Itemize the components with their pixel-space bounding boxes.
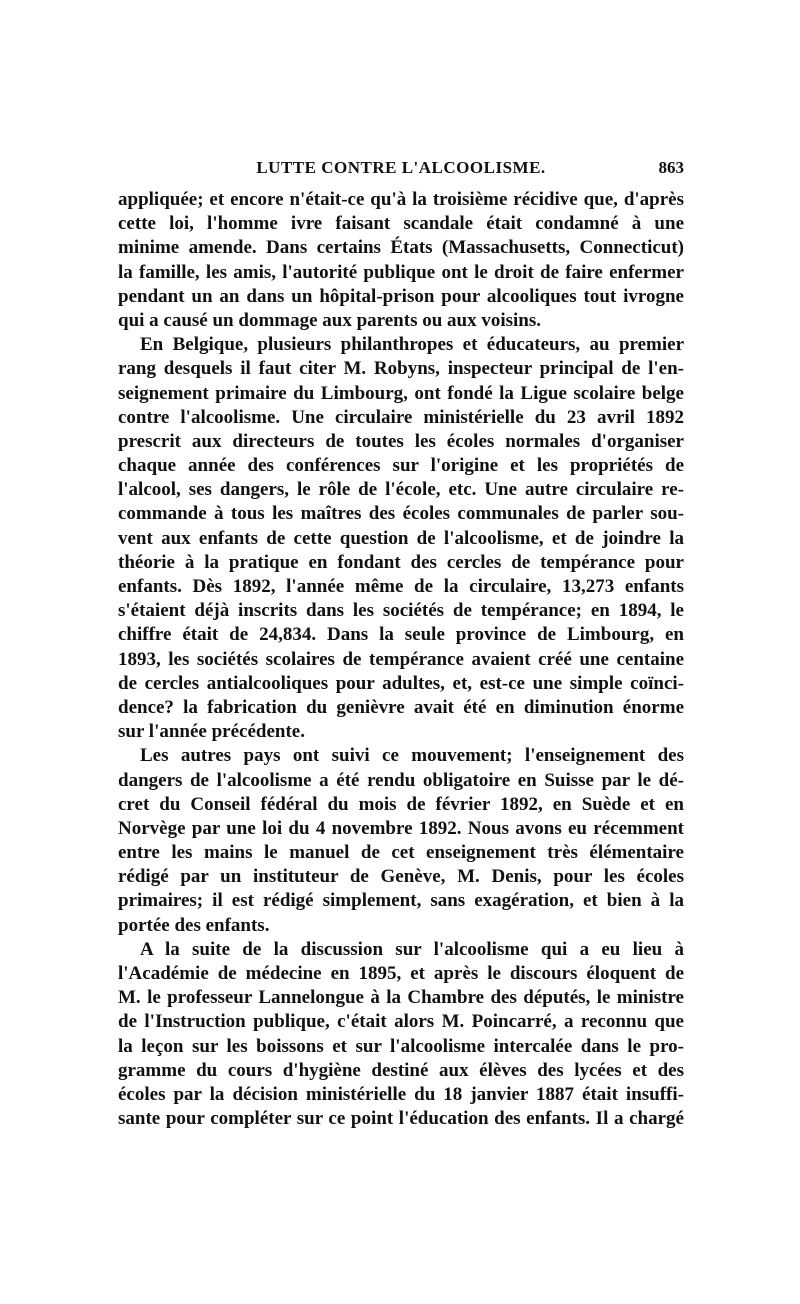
- running-title: LUTTE CONTRE L'ALCOOLISME.: [256, 158, 546, 177]
- text-line: chiffre était de 24,834. Dans la seule province de Limbourg, en: [118, 624, 684, 646]
- text-line: 1893, les sociétés scolaires de tempérance avaient créé une centaine: [118, 648, 684, 670]
- text-line: A la suite de la discussion sur l'alcoolisme qui a eu lieu à: [140, 938, 684, 960]
- text-line: enfants. Dès 1892, l'année même de la circulaire, 13,273 enfants: [118, 576, 684, 597]
- text-line: En Belgique, plusieurs philanthropes et éducateurs, au premier: [140, 334, 684, 356]
- text-line: sante pour compléter sur ce point l'éducation des enfants. Il a chargé: [118, 1108, 684, 1130]
- text-line: pendant un an dans un hôpital-prison pour alcooliques tout ivrogne: [118, 285, 684, 307]
- text-line: qui a causé un dommage aux parents ou aux voisins.: [118, 309, 542, 331]
- text-line: rédigé par un instituteur de Genève, M. Denis, pour les écoles: [118, 866, 684, 888]
- paragraph-3: [118, 744, 684, 938]
- paragraph-2: [118, 333, 684, 744]
- text-line: M. le professeur Lannelongue à la Chambre des députés, le ministre: [118, 987, 684, 1009]
- text-line: écoles par la décision ministérielle du 18 janvier 1887 était insuffi-: [118, 1083, 684, 1105]
- text-line: de l'Instruction publique, c'était alors M. Poincarré, a reconnu que: [118, 1011, 684, 1033]
- text-line: primaires; il est rédigé simplement, sans exagération, et bien à la: [118, 890, 684, 912]
- paragraph-1: [118, 188, 684, 333]
- text-line: l'alcool, ses dangers, le rôle de l'école, etc. Une autre circulaire re-: [118, 479, 684, 501]
- text-line: gramme du cours d'hygiène destiné aux élèves des lycées et des: [118, 1059, 684, 1081]
- text-line: Norvège par une loi du 4 novembre 1892. Nous avons eu récemment: [118, 817, 684, 839]
- text-line: chaque année des conférences sur l'origine et les propriétés de: [118, 455, 684, 477]
- text-line: la famille, les amis, l'autorité publique ont le droit de faire enfermer: [118, 261, 684, 283]
- body-text: [118, 188, 684, 1131]
- text-line: portée des enfants.: [118, 914, 270, 936]
- text-line: l'Académie de médecine en 1895, et après le discours éloquent de: [118, 963, 684, 984]
- text-line: de cercles antialcooliques pour adultes, et, est-ce une simple coïnci-: [118, 672, 684, 694]
- text-line: commande à tous les maîtres des écoles communales de parler sou-: [118, 503, 684, 525]
- text-line: seignement primaire du Limbourg, ont fondé la Ligue scolaire belge: [118, 382, 684, 404]
- text-line: théorie à la pratique en fondant des cercles de tempérance pour: [118, 551, 684, 573]
- text-line: dence? la fabrication du genièvre avait été en diminution énorme: [118, 696, 684, 718]
- text-line: appliquée; et encore n'était-ce qu'à la troisième récidive que, d'après: [118, 189, 684, 210]
- paragraph-4: [118, 938, 684, 1132]
- text-line: rang desquels il faut citer M. Robyns, inspecteur principal de l'en-: [118, 358, 684, 380]
- text-line: vent aux enfants de cette question de l'alcoolisme, et de joindre la: [118, 527, 684, 549]
- text-line: s'étaient déjà inscrits dans les sociétés de tempérance; en 1894, le: [118, 600, 684, 622]
- text-line: cette loi, l'homme ivre faisant scandale était condamné à une: [118, 213, 684, 235]
- running-head: [118, 158, 684, 182]
- text-line: prescrit aux directeurs de toutes les écoles normales d'organiser: [118, 430, 684, 452]
- text-line: minime amende. Dans certains États (Massachusetts, Connecticut): [118, 237, 684, 259]
- text-line: contre l'alcoolisme. Une circulaire ministérielle du 23 avril 1892: [118, 406, 684, 428]
- text-line: entre les mains le manuel de cet enseignement très élémentaire: [118, 842, 684, 864]
- text-line: dangers de l'alcoolisme a été rendu obligatoire en Suisse par le dé-: [118, 769, 684, 791]
- text-line: sur l'année précédente.: [118, 721, 305, 743]
- text-line: la leçon sur les boissons et sur l'alcoolisme intercalée dans le pro-: [118, 1035, 684, 1057]
- page-number: 863: [658, 158, 684, 177]
- text-line: Les autres pays ont suivi ce mouvement; l'enseignement des: [140, 745, 684, 767]
- text-line: cret du Conseil fédéral du mois de février 1892, en Suède et en: [118, 793, 684, 815]
